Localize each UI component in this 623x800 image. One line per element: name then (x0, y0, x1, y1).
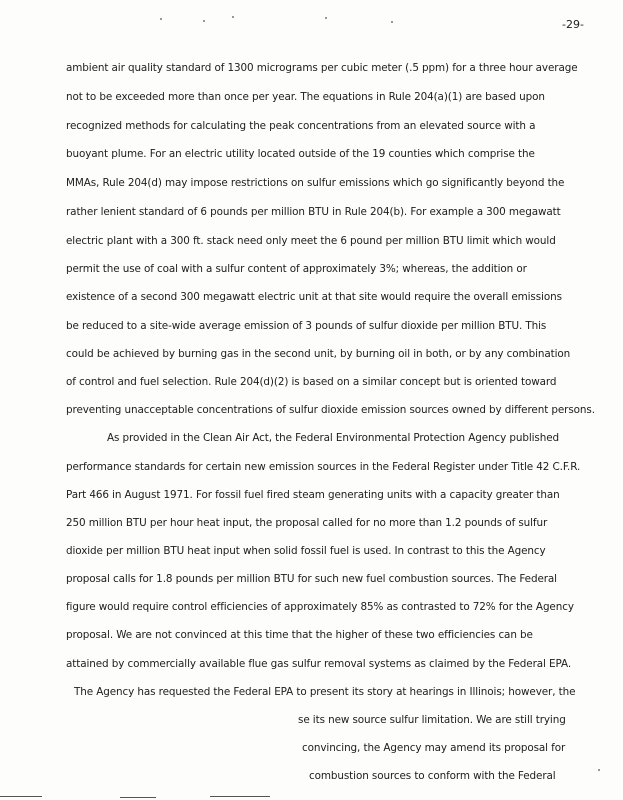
text-line: figure would require control efficiencies of approximately 85% as contrasted to 72% for the Agency (66, 601, 574, 613)
scan-speck (598, 769, 600, 771)
text-line: proposal calls for 1.8 pounds per million BTU for such new fuel combustion sources. The Federal (66, 573, 557, 585)
text-line: 250 million BTU per hour heat input, the proposal called for no more than 1.2 pounds of sulfur (66, 517, 548, 529)
scan-edge-mark (120, 797, 156, 798)
text-line: MMAs, Rule 204(d) may impose restrictions on sulfur emissions which go significantly beyond the (66, 177, 565, 189)
text-line: Part 466 in August 1971. For fossil fuel fired steam generating units with a capacity greater than (66, 489, 560, 501)
text-line: not to be exceeded more than once per year. The equations in Rule 204(a)(1) are based upon (66, 91, 545, 103)
text-line: permit the use of coal with a sulfur content of approximately 3%; whereas, the addition or (66, 263, 527, 275)
scan-edge-mark (210, 796, 270, 797)
scan-speck (203, 20, 205, 22)
text-line: preventing unacceptable concentrations of sulfur dioxide emission sources owned by different persons. (66, 404, 595, 416)
text-line: be reduced to a site-wide average emission of 3 pounds of sulfur dioxide per million BTU. This (66, 320, 547, 332)
text-line: convincing, the Agency may amend its proposal for (302, 742, 566, 754)
text-line: of control and fuel selection. Rule 204(d)(2) is based on a similar concept but is oriented toward (66, 376, 557, 388)
text-line: existence of a second 300 megawatt electric unit at that site would require the overall emissions (66, 291, 562, 303)
text-line: As provided in the Clean Air Act, the Federal Environmental Protection Agency published (107, 432, 559, 444)
scan-edge-mark (0, 796, 42, 797)
text-line: performance standards for certain new emission sources in the Federal Register under Title 42 C.F.R. (66, 461, 581, 473)
page-number: -29- (562, 18, 584, 31)
text-line: recognized methods for calculating the peak concentrations from an elevated source with a (66, 120, 536, 132)
text-line: The Agency has requested the Federal EPA to present its story at hearings in Illinois; however, the (74, 686, 576, 698)
text-line: rather lenient standard of 6 pounds per million BTU in Rule 204(b). For example a 300 megawatt (66, 206, 561, 218)
scan-speck (160, 18, 162, 20)
scan-speck (325, 17, 327, 19)
scan-speck (391, 21, 393, 23)
scan-speck (232, 16, 234, 18)
text-line: se its new source sulfur limitation. We are still trying (298, 714, 566, 726)
text-line: combustion sources to conform with the Federal (309, 770, 556, 782)
text-line: could be achieved by burning gas in the second unit, by burning oil in both, or by any combination (66, 348, 571, 360)
text-line: buoyant plume. For an electric utility located outside of the 19 counties which comprise the (66, 148, 535, 160)
text-line: dioxide per million BTU heat input when solid fossil fuel is used. In contrast to this the Agency (66, 545, 546, 557)
text-line: attained by commercially available flue gas sulfur removal systems as claimed by the Federal EPA. (66, 658, 572, 670)
text-line: ambient air quality standard of 1300 micrograms per cubic meter (.5 ppm) for a three hour average (66, 62, 578, 74)
text-line: electric plant with a 300 ft. stack need only meet the 6 pound per million BTU limit which would (66, 235, 556, 247)
text-line: proposal. We are not convinced at this time that the higher of these two efficiencies can be (66, 629, 533, 641)
